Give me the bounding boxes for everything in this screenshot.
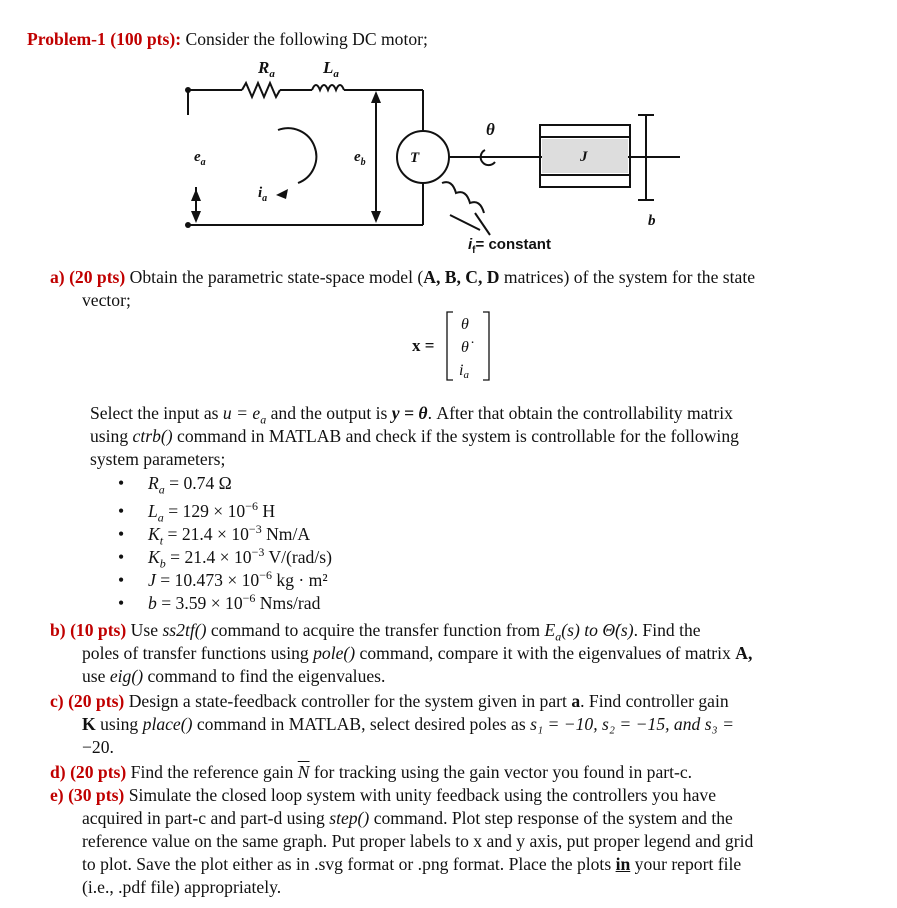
param-item: • $L_a = 129 \times 10^{-6}$ H xyxy=(118,499,276,525)
param-item: • $K_b = 21.4 \times 10^{-3}$ V/(rad/s) xyxy=(118,545,332,571)
label-ea: $e_a$ xyxy=(194,149,206,168)
part-d-post: for tracking using the gain vector you found in part-c. xyxy=(313,762,693,782)
part-b-l2-pre: poles of transfer functions using xyxy=(82,643,309,663)
line1-pre: Select the input as xyxy=(90,403,219,423)
part-b-points: (10 pts) xyxy=(70,620,127,640)
part-b-l1-mid: command to acquire the transfer function from xyxy=(210,620,541,640)
state-x: x = xyxy=(412,336,435,355)
label-La: $L_a$ xyxy=(323,58,339,80)
part-e-points: (30 pts) xyxy=(68,785,125,805)
part-e-l4: to plot. Save the plot either as in .svg format or .png format. Place the plots xyxy=(82,854,612,874)
part-d-pre: Find the reference gain xyxy=(130,762,294,782)
part-b-l3-pre: use xyxy=(82,666,106,686)
line1-post: . After that obtain the controllability matrix xyxy=(427,403,733,423)
ctrb-command: ctrb() xyxy=(132,426,173,446)
state-entry-theta: θ xyxy=(461,316,469,333)
part-c-points: (20 pts) xyxy=(68,691,125,711)
state-vector-label xyxy=(412,336,434,356)
part-c-line3: −20. xyxy=(82,737,114,757)
part-c-label: c) xyxy=(50,691,64,711)
part-d-line1 xyxy=(50,761,692,784)
label-T: T xyxy=(410,150,420,166)
part-b-line2 xyxy=(82,642,752,665)
part-e-l2-pre: acquired in part-c and part-d using xyxy=(82,808,325,828)
part-e-l2-post: command. Plot step response of the system and the xyxy=(373,808,733,828)
part-a-line1 xyxy=(50,266,755,289)
part-c-line1 xyxy=(50,690,729,713)
part-b-l1-s: (s) to xyxy=(561,620,598,640)
pole-command: pole() xyxy=(313,643,356,663)
part-b-theta: Θ̇(s) xyxy=(602,620,634,640)
label-Ra: $R_a$ xyxy=(258,58,275,80)
state-entry-theta-dot: θ̇ xyxy=(461,339,469,356)
part-a-label: a) xyxy=(50,267,65,287)
output-y: y = θ xyxy=(391,403,428,423)
part-c-a: a xyxy=(571,691,581,711)
part-e-l1: Simulate the closed loop system with unity feedback using the controllers you have xyxy=(128,785,716,805)
label-theta: θ xyxy=(486,120,495,139)
part-b-label: b) xyxy=(50,620,66,640)
label-ia: $i_a$ xyxy=(258,185,268,204)
problem-heading xyxy=(27,28,428,51)
part-c-poles: s₁ = −10, s₂ = −15, and s₃ = xyxy=(530,714,734,734)
part-b-Ea: $E_a$ xyxy=(544,620,562,644)
part-b-l1-pre: Use xyxy=(130,620,159,640)
eig-command: eig() xyxy=(109,666,144,686)
part-d-points: (20 pts) xyxy=(70,762,127,782)
part-a-text1: Obtain the parametric state-space model ( xyxy=(129,267,424,287)
state-vector-matrix xyxy=(445,310,495,382)
part-a-params-intro: system parameters; xyxy=(90,449,226,469)
ss2tf-command: ss2tf() xyxy=(162,620,207,640)
part-e-line1 xyxy=(50,784,716,807)
part-a-ctrb-line xyxy=(90,425,739,448)
label-if: $i_f=$ constant xyxy=(468,236,551,256)
label-b: b xyxy=(648,213,656,229)
part-b-l1-post: . Find the xyxy=(633,620,701,640)
part-e-line4 xyxy=(82,853,741,876)
param-item: • $K_t = 21.4 \times 10^{-3}$ Nm/A xyxy=(118,522,311,548)
part-c-line2 xyxy=(82,713,734,736)
part-a-matrices: A, B, C, D xyxy=(423,267,500,287)
part-e-line2 xyxy=(82,807,733,830)
step-command: step() xyxy=(329,808,370,828)
input-u: $u = e_a$ xyxy=(222,403,267,427)
part-e-in: in xyxy=(615,854,631,874)
part-b-line3 xyxy=(82,665,385,688)
problem-intro: Consider the following DC motor; xyxy=(185,29,428,49)
label-J: J xyxy=(580,149,588,165)
part-c-l2-mid: command in MATLAB, select desired poles as xyxy=(196,714,526,734)
line2-post: command in MATLAB and check if the system is controllable for the following xyxy=(177,426,739,446)
part-a-text2: matrices) of the system for the state xyxy=(503,267,756,287)
param-item: • $b = 3.59 \times 10^{-6}$ Nms/rad xyxy=(118,591,321,613)
param-list xyxy=(118,472,332,613)
part-c-l2-pre: using xyxy=(100,714,139,734)
param-item: • $J = 10.473 \times 10^{-6}$ kg · m² xyxy=(118,568,328,590)
part-b-l2-post: command, compare it with the eigenvalues of matrix xyxy=(359,643,731,663)
part-d-Nbar: $\overline{N}$ xyxy=(297,762,310,782)
part-b-l3-post: command to find the eigenvalues. xyxy=(147,666,386,686)
label-eb: $e_b$ xyxy=(354,149,366,168)
part-c-l1-pre: Design a state-feedback controller for the system given in part xyxy=(128,691,567,711)
part-a-points: (20 pts) xyxy=(69,267,126,287)
part-e-l4-post: your report file xyxy=(634,854,742,874)
part-a-line2: vector; xyxy=(82,290,131,310)
part-c-l1-post: . Find controller gain xyxy=(580,691,729,711)
param-item: • $R_a = 0.74$ Ω xyxy=(118,473,232,497)
dc-motor-diagram xyxy=(180,55,700,265)
state-entry-ia: ia xyxy=(459,362,469,381)
part-e-label: e) xyxy=(50,785,64,805)
part-e-line3: reference value on the same graph. Put proper labels to x and y axis, put proper legend and grid xyxy=(82,831,754,851)
line2-pre: using xyxy=(90,426,129,446)
place-command: place() xyxy=(142,714,193,734)
part-c-K: K xyxy=(82,714,96,734)
part-e-line5: (i.e., .pdf file) appropriately. xyxy=(82,877,282,897)
part-d-label: d) xyxy=(50,762,66,782)
line1-mid: and the output is xyxy=(270,403,388,423)
problem-label: Problem-1 (100 pts): xyxy=(27,29,182,49)
part-b-matrix-A: A, xyxy=(735,643,753,663)
